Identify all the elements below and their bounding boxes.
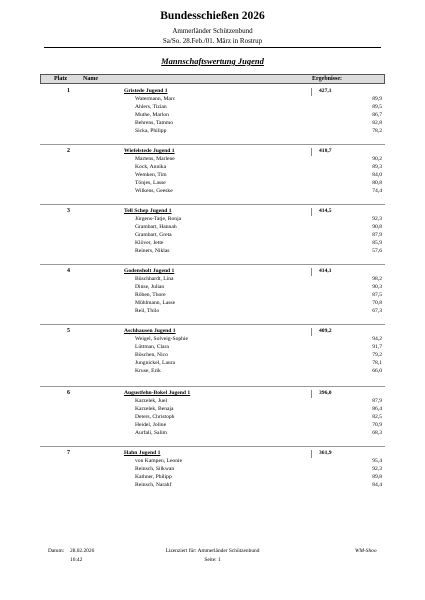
document-title: Bundesschießen 2026 bbox=[160, 10, 265, 22]
member-name: Böschen, Nico bbox=[135, 351, 168, 358]
team-place: 2 bbox=[67, 148, 70, 154]
team-place: 1 bbox=[67, 88, 70, 94]
member-row bbox=[40, 112, 385, 120]
member-row bbox=[40, 414, 385, 422]
member-score: 87,9 bbox=[372, 398, 382, 404]
member-row bbox=[40, 308, 385, 316]
member-row bbox=[40, 368, 385, 376]
team-place: 3 bbox=[67, 208, 70, 214]
member-name: Muthe, Marlon bbox=[135, 111, 169, 118]
event-date-location: Sa/So. 28.Feb./01. März in Rostrup bbox=[162, 37, 263, 45]
team-column-rule bbox=[311, 208, 312, 216]
member-row bbox=[40, 164, 385, 172]
member-score: 87,9 bbox=[372, 231, 382, 238]
team-separator bbox=[40, 144, 385, 145]
member-score: 78,1 bbox=[372, 359, 382, 366]
member-row bbox=[40, 188, 385, 196]
member-row bbox=[40, 466, 385, 474]
member-name: Kathner, Philipp bbox=[135, 473, 172, 480]
team-name: Tell Schep Jugend 1 bbox=[124, 208, 172, 214]
member-row bbox=[40, 398, 385, 406]
team-separator bbox=[40, 324, 385, 325]
table-header bbox=[40, 74, 385, 84]
member-name: Mühlmann, Lasse bbox=[135, 299, 176, 306]
member-name: Büschhardt, Lina bbox=[135, 276, 174, 282]
member-name: Reinsch, Silkwan bbox=[135, 465, 175, 472]
footer-time: 16:42 bbox=[70, 557, 83, 563]
member-name: Kruse, Erik bbox=[135, 367, 161, 374]
member-score: 87,5 bbox=[372, 291, 382, 298]
header-divider bbox=[44, 47, 381, 48]
member-row bbox=[40, 344, 385, 352]
member-score: 79,2 bbox=[372, 351, 382, 358]
member-row bbox=[40, 120, 385, 128]
team-total: 409,2 bbox=[319, 328, 332, 334]
member-name: Ahlers, Tizian bbox=[135, 103, 167, 110]
member-name: Martens, Marlene bbox=[135, 156, 175, 162]
member-row bbox=[40, 276, 385, 284]
member-name: Kock, Annika bbox=[135, 163, 167, 170]
member-score: 98,2 bbox=[372, 276, 382, 282]
member-row bbox=[40, 172, 385, 180]
member-score: 94,2 bbox=[372, 336, 382, 342]
member-row bbox=[40, 300, 385, 308]
member-score: 86,7 bbox=[372, 111, 382, 118]
member-score: 84,4 bbox=[372, 481, 382, 488]
member-name: Lüttman, Clara bbox=[135, 343, 169, 350]
team-name: Augustfehn-Bokel Jugend 1 bbox=[124, 390, 191, 396]
member-row bbox=[40, 352, 385, 360]
column-results: Ergebnisse: bbox=[312, 76, 342, 82]
team-column-rule bbox=[311, 88, 312, 96]
member-row bbox=[40, 474, 385, 482]
member-score: 90,2 bbox=[372, 156, 382, 162]
member-score: 90,8 bbox=[372, 223, 382, 230]
member-score: 57,6 bbox=[372, 247, 382, 254]
member-name: Röben, Thore bbox=[135, 291, 166, 298]
member-row bbox=[40, 232, 385, 240]
member-row bbox=[40, 104, 385, 112]
member-score: 89,5 bbox=[372, 103, 382, 110]
member-score: 82,5 bbox=[372, 413, 382, 420]
member-row bbox=[40, 248, 385, 256]
organisation-name: Ammerländer Schützenbund bbox=[172, 27, 253, 35]
column-place: Platz bbox=[54, 76, 67, 82]
team-total: 414,1 bbox=[319, 268, 332, 274]
team-column-rule bbox=[311, 450, 312, 458]
member-score: 90,3 bbox=[372, 283, 382, 290]
team-separator bbox=[40, 446, 385, 447]
team-total: 361,9 bbox=[319, 450, 332, 456]
team-column-rule bbox=[311, 268, 312, 276]
section-title: Mannschaftswertung Jugend bbox=[161, 56, 264, 66]
member-name: Heidel, Joline bbox=[135, 421, 167, 428]
member-name: Deters, Christoph bbox=[135, 413, 175, 420]
member-score: 80,8 bbox=[372, 179, 382, 186]
member-score: 92,3 bbox=[372, 216, 382, 222]
member-row bbox=[40, 216, 385, 224]
member-row bbox=[40, 406, 385, 414]
member-name: Jungnickel, Laura bbox=[135, 359, 176, 366]
member-row bbox=[40, 284, 385, 292]
member-score: 91,7 bbox=[372, 343, 382, 350]
member-row bbox=[40, 482, 385, 490]
team-column-rule bbox=[311, 390, 312, 398]
member-row bbox=[40, 224, 385, 232]
member-name: von Kampen, Leonie bbox=[135, 458, 183, 464]
team-place: 4 bbox=[67, 268, 70, 274]
footer-page: Seite: 1 bbox=[204, 557, 221, 563]
team-name: Wiefelstede Jugend 1 bbox=[124, 148, 175, 154]
member-score: 67,3 bbox=[372, 307, 382, 314]
member-score: 70,9 bbox=[372, 421, 382, 428]
member-score: 85,9 bbox=[372, 239, 382, 246]
member-name: Reil, Thilo bbox=[135, 307, 160, 314]
member-row bbox=[40, 430, 385, 438]
member-score: 70,8 bbox=[372, 299, 382, 306]
member-row bbox=[40, 336, 385, 344]
member-name: Tönjes, Lasse bbox=[135, 179, 166, 186]
member-score: 89,9 bbox=[372, 96, 382, 102]
team-place: 5 bbox=[67, 328, 70, 334]
member-row bbox=[40, 292, 385, 300]
member-name: Reinsch, Narahf bbox=[135, 481, 172, 488]
member-score: 86,4 bbox=[372, 405, 382, 412]
column-name: Name bbox=[83, 76, 98, 82]
team-total: 414,5 bbox=[319, 208, 332, 214]
footer-license: Lizenziert für: Ammerländer Schützenbund bbox=[165, 548, 260, 554]
footer-date: 28.02.2026 bbox=[70, 548, 95, 554]
member-name: Karzelek, Benaja bbox=[135, 405, 174, 412]
team-place: 6 bbox=[67, 390, 70, 396]
member-name: Sicka, Philipp bbox=[135, 127, 167, 134]
member-name: Aurfali, Salim bbox=[135, 429, 168, 436]
member-name: Dinse, Julian bbox=[135, 283, 165, 290]
team-total: 396,0 bbox=[319, 390, 332, 396]
team-place: 7 bbox=[67, 450, 70, 456]
footer-date-label: Datum: bbox=[48, 548, 65, 554]
team-separator bbox=[40, 386, 385, 387]
member-name: Grambart, Hannah bbox=[135, 223, 177, 230]
team-total: 418,7 bbox=[319, 148, 332, 154]
member-row bbox=[40, 156, 385, 164]
member-row bbox=[40, 240, 385, 248]
member-score: 68,3 bbox=[372, 429, 382, 436]
member-score: 95,4 bbox=[372, 458, 382, 464]
member-row bbox=[40, 458, 385, 466]
member-name: Behrens, Tammo bbox=[135, 119, 174, 126]
member-name: Weigel, Solveig-Sophie bbox=[135, 336, 188, 342]
member-score: 78,2 bbox=[372, 127, 382, 134]
member-row bbox=[40, 422, 385, 430]
team-separator bbox=[40, 204, 385, 205]
team-separator bbox=[40, 264, 385, 265]
member-name: Wemken, Tim bbox=[135, 171, 167, 178]
member-name: Karzelek, Juel bbox=[135, 398, 167, 404]
member-row bbox=[40, 360, 385, 368]
member-name: Wilkens, Geeske bbox=[135, 187, 173, 194]
member-row bbox=[40, 180, 385, 188]
team-name: Hahn Jugend 1 bbox=[124, 450, 161, 456]
member-score: 66,0 bbox=[372, 367, 382, 374]
team-name: Godensholt Jugend 1 bbox=[124, 268, 175, 274]
team-name: Gristede Jugend 1 bbox=[124, 88, 168, 94]
member-row bbox=[40, 96, 385, 104]
member-name: Jürgens-Tatje, Ronja bbox=[135, 216, 182, 222]
member-name: Watermann, Marc bbox=[135, 96, 176, 102]
team-column-rule bbox=[311, 148, 312, 156]
team-column-rule bbox=[311, 328, 312, 336]
member-score: 92,3 bbox=[372, 465, 382, 472]
member-name: Reiners, Niklas bbox=[135, 247, 170, 254]
team-name: Aschhausen Jugend 1 bbox=[124, 328, 176, 334]
footer-software: WM-Shoo bbox=[355, 548, 377, 554]
member-score: 89,8 bbox=[372, 473, 382, 480]
member-score: 84,0 bbox=[372, 171, 382, 178]
member-name: Klöver, Jette bbox=[135, 239, 164, 246]
member-score: 89,3 bbox=[372, 163, 382, 170]
member-score: 74,4 bbox=[372, 187, 382, 194]
member-score: 82,8 bbox=[372, 119, 382, 126]
team-total: 427,1 bbox=[319, 88, 332, 94]
member-name: Grambart, Greta bbox=[135, 231, 172, 238]
member-row bbox=[40, 128, 385, 136]
